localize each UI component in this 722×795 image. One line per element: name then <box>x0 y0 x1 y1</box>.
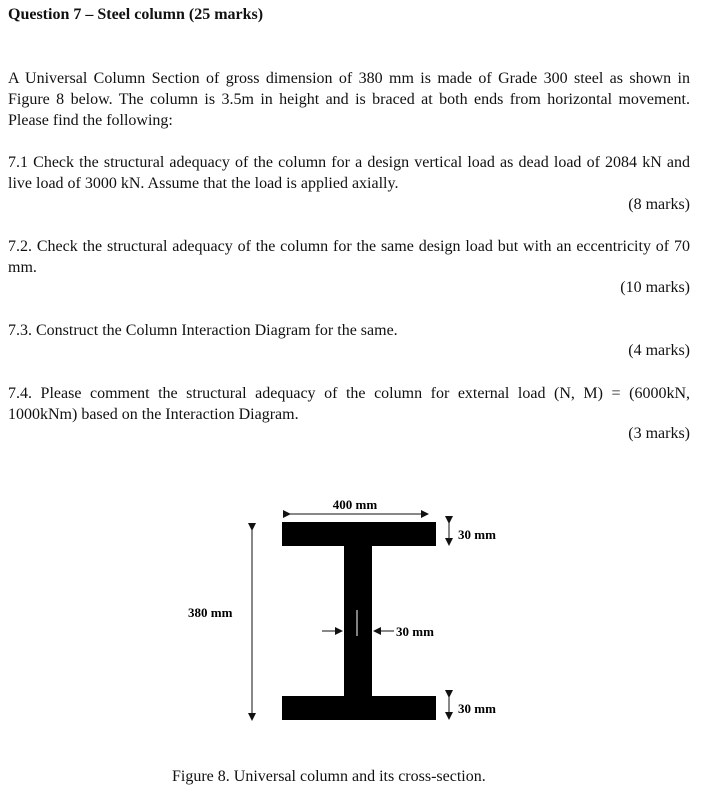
question-title: Question 7 – Steel column (25 marks) <box>8 6 264 23</box>
item-7-1-marks: (8 marks) <box>628 196 690 213</box>
item-7-2-text: 7.2. Check the structural adequacy of the column for the same design load but with an eccentricity of 70 mm. <box>8 238 690 276</box>
web-label: 30 mm <box>396 624 434 639</box>
item-7-3-marks: (4 marks) <box>628 342 690 359</box>
question-intro: A Universal Column Section of gross dimension of 380 mm is made of Grade 300 steel as shown in Figure 8 below. The column is 3.5m in height and is braced at both ends from horizontal movement. Please find the following: <box>8 70 690 129</box>
item-7-3-text: 7.3. Construct the Column Interaction Diagram for the same. <box>8 322 398 339</box>
bottom-flange <box>282 696 436 720</box>
item-7-4-marks: (3 marks) <box>628 425 690 442</box>
bottom-flange-label: 30 mm <box>458 701 496 716</box>
height-label: 380 mm <box>188 605 233 620</box>
item-7-1-text: 7.1 Check the structural adequacy of the column for a design vertical load as dead load of 2084 kN and live load of 3000 kN. Assume that the load is applied axially. <box>8 154 690 192</box>
item-7-2-marks: (10 marks) <box>620 279 690 296</box>
top-flange <box>282 522 436 546</box>
figure-caption: Figure 8. Universal column and its cross-section. <box>172 768 486 785</box>
top-flange-label: 30 mm <box>458 527 496 542</box>
web <box>344 546 372 696</box>
width-label: 400 mm <box>332 497 378 512</box>
item-7-4-text: 7.4. Please comment the structural adequacy of the column for external load (N, M) = (6000kN, 1000kNm) based on the Interaction Diagram. <box>8 385 690 423</box>
